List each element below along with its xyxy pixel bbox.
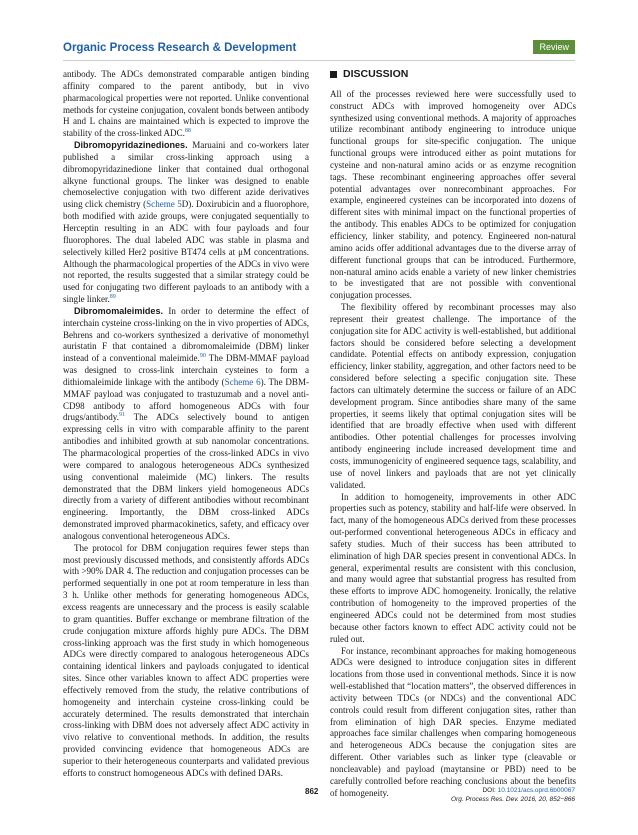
subsection-heading: Dibromomaleimides. [74, 305, 163, 316]
paragraph: Dibromomaleimides. In order to determine the effect of interchain cysteine cross-linking on the in vivo properties of ADCs, Behrens and co-workers synthesized a derivative of monomethyl auristatin F that contained a dibromomaleimide (DBM) linker instead of a conventional maleimide.$^{90}$ The DBM-MMAF payload was designed to cross-link interchain cysteines to form a dithiomaleimide linkage with the antibody (Scheme 6). The DBM-MMAF payload was conjugated to trastuzumab and a novel anti-CD98 antibody to afford homogeneous ADCs with four drugs/antibody.$^{91}$ The ADCs selectively bound to antigen expressing cells in vitro with comparable affinity to the parent antibodies and inhibited growth at sub nanomolar concentrations. The pharmacological properties of the cross-linked ADCs in vivo were compared to analogous heterogeneous ADCs synthesized using conventional maleimide (MC) linkers. The results demonstrated that the DBM linkers yield homogeneous ADCs directly from a variety of different antibodies without recombinant engineering. Importantly, the DBM cross-linked ADCs demonstrated improved pharmacokinetics, safety, and efficacy over analogous conventional heterogeneous ADCs. [63, 305, 309, 541]
paragraph: For instance, recombinant approaches for making homogeneous ADCs were designed to introduce conjugation sites in different locations from those used in conventional methods. Since it is now well-established that “location matters”, the observed differences in activity between TDCs (or NDCs) and the conventional ADC controls could result from different conjugation sites, rather than from elimination of high DAR species. Enzyme mediated approaches face similar challenges when comparing homogeneous and heterogeneous ADCs because the conjugation sites are different. Other variables such as linker type (cleavable or noncleavable) and payload (maytansine or PBD) need to be carefully controlled before reaching conclusions about the benefits of homogeneity. [330, 645, 576, 798]
footer-citation: DOI: 10.1021/acs.oprd.6b00067 Org. Process Res. Dev. 2016, 20, 852−866 [451, 787, 575, 803]
running-header [63, 40, 575, 61]
reference-link[interactable]: 91 [118, 412, 125, 419]
citation-text: Org. Process Res. Dev. 2016, 20, 852−866 [451, 796, 575, 803]
paragraph: Dibromopyridazinediones. Maruaini and co-workers later published a similar cross-linking approach using a dibromopyridazinedione linker that contained dual orthogonal alkyne functional groups. The linker was designed to enable chemoselective conjugation with two different azide derivatives using click chemistry (Scheme 5D). Doxirubicin and a fluorophore, both modified with azide groups, were conjugated sequentially to Herceptin resulting in an ADC with four payloads and four fluorophores. The dual labeled ADC was stable in plasma and selectively killed Her2 positive BT474 cells at μM concentrations. Although the pharmacological properties of the ADCs in vivo were not reported, the results suggested that a similar strategy could be used for conjugating two different payloads to an antibody with a single linker.$^{89}$ [63, 140, 309, 305]
article-type-badge: Review [533, 40, 575, 54]
right-column [330, 69, 576, 799]
left-column [63, 69, 309, 780]
paragraph: The protocol for DBM conjugation requires fewer steps than most previously discussed methods, and consistently affords ADCs with >90% DAR 4. The reduction and conjugation processes can be performed sequentially in one pot at room temperature in less than 3 h. Unlike other methods for generating homogeneous ADCs, excess reagents are unnecessary and the process is easily scalable to gram quantities. Buffer exchange or membrane filtration of the crude conjugation mixture affords highly pure ADCs. The DBM cross-linking approach was the first study in which homogeneous ADCs were directly compared to analogous heterogeneous ADCs containing identical linkers and payloads conjugated to identical sites. Since other variables known to affect ADC properties were effectively removed from the study, the relative contributions of homogeneity and interchain cysteine cross-linking could be accurately determined. The results demonstrated that interchain cross-linking with DBM does not adversely affect ADC activity in vivo relative to conventional methods. In addition, the results provided convincing evidence that homogeneous ADCs are superior to their heterogeneous counterparts and validated previous efforts to construct homogeneous ADCs with defined DARs. [63, 542, 309, 778]
reference-link[interactable]: 88 [184, 128, 191, 135]
section-square-icon [330, 71, 337, 78]
journal-title: Organic Process Research & Development [63, 42, 297, 54]
section-heading: DISCUSSION [330, 69, 576, 81]
reference-link[interactable]: 90 [199, 353, 206, 360]
subsection-heading: Dibromopyridazinediones. [74, 140, 188, 151]
paragraph: antibody. The ADCs demonstrated comparable antigen binding affinity compared to the parent antibody, but in vivo pharmacological properties were not reported. Unlike conventional methods for cysteine conjugation, covalent bonds between antibody H and L chains are maintained which is expected to improve the stability of the cross-linked ADC.$^{88}$ [63, 69, 309, 139]
doi-link[interactable]: 10.1021/acs.oprd.6b00067 [497, 787, 575, 794]
paragraph: The flexibility offered by recombinant processes may also represent their greatest challenge. The importance of the conjugation site for ADC activity is well-established, but additional factors should be considered before selecting a development candidate. Potential effects on antibody expression, conjugation efficiency, linker stability, aggregation, and other factors need to be considered before selecting a specific conjugation site. These factors can ultimately determine the success or failure of an ADC development program. Since antibodies share many of the same properties, it seems likely that optimal conjugation sites will be identified that are broadly effective when used with different antibodies. Other potential challenges for processes involving antibody engineering include increased development time and costs, immunogenicity of engineered sequence tags, scalability, and use of novel linkers and payloads that are not yet clinically validated. [330, 302, 576, 490]
reference-link[interactable]: 89 [109, 294, 116, 301]
scheme-link[interactable]: Scheme 5 [146, 199, 182, 210]
scheme-link[interactable]: Scheme 6 [224, 376, 261, 387]
page-number: 862 [305, 787, 319, 796]
paragraph: In addition to homogeneity, improvements in other ADC properties such as potency, stability and half-life were observed. In fact, many of the homogeneous ADCs derived from these processes out-performed conventional heterogeneous ADCs in efficacy and safety studies. Much of their success has been attributed to elimination of high DAR species present in conventional ADCs. In general, experimental results are consistent with this conclusion, and many would agree that substantial progress has resulted from these efforts to improve ADC homogeneity. Ironically, the relative contribution of homogeneity to the improved properties of the engineered ADCs could not be determined from most studies because other factors known to effect ADC activity could not be ruled out. [330, 491, 576, 644]
paragraph: All of the processes reviewed here were successfully used to construct ADCs with improved homogeneity over ADCs synthesized using conventional methods. A majority of approaches utilize recombinant antibody engineering to introduce unique functional groups for site-specific conjugation. The unique functional groups were introduced either as point mutations for cysteine and non-natural amino acids or as enzyme recognition tags. These recombinant engineering approaches offer several potential advantages over nonrecombinant approaches. For example, engineered cysteines can be incorporated into dozens of different sites with minimal impact on the functional properties of the antibody. This enables ADCs to be optimized for conjugation efficiency, linker stability, and potency. Engineered non-natural amino acids offer additional advantages due to the diverse array of different functional groups that can be introduced. Furthermore, non-natural amino acids enable a variety of new linker chemistries to be investigated that are not possible with conventional conjugation processes. [330, 88, 576, 301]
